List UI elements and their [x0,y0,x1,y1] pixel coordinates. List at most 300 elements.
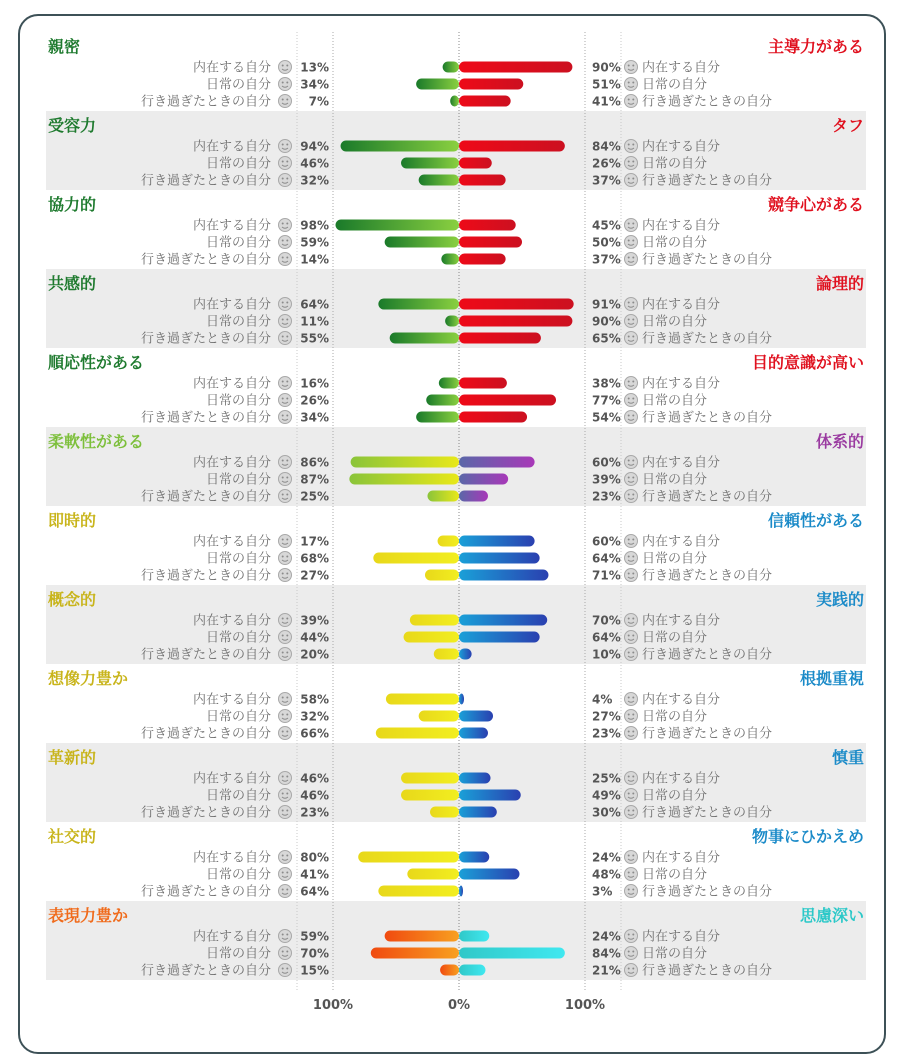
face-icon-eye [628,161,630,163]
left-bar [401,790,459,801]
left-row-label: 行き過ぎたときの自分 [140,963,271,979]
face-icon-eye [282,652,284,654]
right-value-label: 10% [592,647,621,662]
face-icon-circle [625,219,638,232]
left-face-icon [279,377,292,390]
right-row-label: 行き過ぎたときの自分 [642,410,773,426]
face-icon-circle [279,648,292,661]
right-bar [459,773,491,784]
left-value-label: 41% [300,867,329,882]
right-value-label: 4% [592,692,613,707]
face-icon-circle [279,806,292,819]
face-icon-eye [286,178,288,180]
left-value-label: 26% [300,393,329,408]
right-row-label: 行き過ぎたときの自分 [642,331,773,347]
left-value-label: 94% [300,139,329,154]
right-bar [459,299,574,310]
right-face-icon [625,78,638,91]
face-icon-eye [632,968,634,970]
face-icon-circle [625,806,638,819]
right-value-label: 3% [592,884,613,899]
right-value-label: 30% [592,805,621,820]
right-row-label: 内在する自分 [642,60,721,76]
face-icon-eye [286,889,288,891]
face-icon-eye [286,144,288,146]
left-value-label: 44% [300,630,329,645]
face-icon-circle [625,473,638,486]
left-value-label: 87% [300,472,329,487]
face-icon-eye [632,618,634,620]
right-face-icon [625,727,638,740]
face-icon-eye [632,494,634,496]
face-icon-circle [279,473,292,486]
left-face-icon [279,614,292,627]
right-bar [459,649,472,660]
left-row-label: 行き過ぎたときの自分 [140,173,271,189]
right-bar [459,632,540,643]
right-row-label: 日常の自分 [642,314,708,330]
right-row-label: 内在する自分 [642,929,721,945]
left-face-icon [279,552,292,565]
axis-tick-left-100: 100% [312,998,354,1013]
left-face-icon [279,236,292,249]
left-row-label: 内在する自分 [192,771,271,787]
left-trait-label: 柔軟性がある [48,432,145,451]
face-icon-eye [286,618,288,620]
left-bar [419,175,459,186]
right-face-icon [625,219,638,232]
face-icon-eye [282,697,284,699]
left-bar [390,333,459,344]
right-face-icon [625,315,638,328]
right-row-label: 日常の自分 [642,630,708,646]
left-trait-label: 表現力豊か [48,906,129,925]
right-face-icon [625,298,638,311]
left-value-label: 58% [300,692,329,707]
left-value-label: 68% [300,551,329,566]
left-row-label: 行き過ぎたときの自分 [140,331,271,347]
face-icon-eye [632,697,634,699]
face-icon-eye [628,223,630,225]
right-bar [459,457,535,468]
axis-tick-right-100: 100% [564,998,606,1013]
left-face-icon [279,569,292,582]
right-value-label: 45% [592,218,621,233]
left-row-label: 日常の自分 [205,393,271,409]
left-bar [351,457,459,468]
face-icon-circle [625,253,638,266]
face-icon-eye [632,635,634,637]
face-icon-circle [625,174,638,187]
face-icon-eye [282,731,284,733]
face-icon-eye [628,731,630,733]
right-trait-label: 競争心がある [767,195,864,214]
face-icon-circle [625,648,638,661]
left-value-label: 46% [300,788,329,803]
face-icon-circle [279,157,292,170]
face-icon-eye [282,494,284,496]
right-bar [459,378,507,389]
right-bar [459,158,492,169]
left-bar [439,378,459,389]
right-bar [459,694,464,705]
left-face-icon [279,693,292,706]
left-row-label: 行き過ぎたときの自分 [140,252,271,268]
right-bar [459,931,489,942]
face-icon-eye [628,319,630,321]
face-icon-eye [282,381,284,383]
face-icon-circle [625,552,638,565]
right-face-icon [625,140,638,153]
right-value-label: 39% [592,472,621,487]
left-bar [416,412,459,423]
right-row-label: 日常の自分 [642,77,708,93]
left-value-label: 20% [300,647,329,662]
right-face-icon [625,473,638,486]
left-value-label: 23% [300,805,329,820]
face-icon-eye [282,415,284,417]
left-face-icon [279,174,292,187]
right-bar [459,852,489,863]
right-value-label: 60% [592,534,621,549]
right-bar [459,728,488,739]
left-value-label: 11% [300,314,329,329]
left-bar [349,474,459,485]
face-icon-circle [625,964,638,977]
face-icon-eye [282,302,284,304]
face-icon-eye [632,573,634,575]
left-face-icon [279,78,292,91]
left-face-icon [279,631,292,644]
face-icon-circle [625,394,638,407]
left-value-label: 66% [300,726,329,741]
face-icon-eye [632,240,634,242]
face-icon-eye [282,99,284,101]
face-icon-circle [625,789,638,802]
left-face-icon [279,789,292,802]
left-bar [358,852,459,863]
right-row-label: 行き過ぎたときの自分 [642,252,773,268]
left-trait-label: 親密 [48,37,81,56]
face-icon-eye [282,223,284,225]
face-icon-eye [628,257,630,259]
left-row-label: 行き過ぎたときの自分 [140,489,271,505]
face-icon-eye [286,415,288,417]
face-icon-eye [286,494,288,496]
left-trait-label: 概念的 [48,590,97,609]
face-icon-circle [625,332,638,345]
left-value-label: 32% [300,709,329,724]
right-value-label: 50% [592,235,621,250]
right-face-icon [625,631,638,644]
right-row-label: 日常の自分 [642,946,708,962]
left-row-label: 日常の自分 [205,77,271,93]
face-icon-eye [628,573,630,575]
right-row-label: 行き過ぎたときの自分 [642,963,773,979]
left-row-label: 内在する自分 [192,534,271,550]
face-icon-circle [279,95,292,108]
left-bar [419,711,459,722]
left-row-label: 日常の自分 [205,156,271,172]
face-icon-eye [632,731,634,733]
face-icon-eye [286,810,288,812]
face-icon-circle [625,614,638,627]
face-icon-eye [282,161,284,163]
face-icon-eye [628,776,630,778]
face-icon-circle [625,930,638,943]
left-face-icon [279,490,292,503]
face-icon-eye [282,460,284,462]
face-icon-circle [625,693,638,706]
right-bar [459,96,511,107]
face-icon-circle [625,157,638,170]
face-icon-eye [632,178,634,180]
face-icon-circle [625,490,638,503]
face-icon-eye [282,776,284,778]
face-icon-eye [632,810,634,812]
right-trait-label: 目的意識が高い [751,353,864,372]
left-value-label: 59% [300,929,329,944]
face-icon-eye [286,968,288,970]
right-value-label: 91% [592,297,621,312]
left-bar [336,220,459,231]
face-icon-eye [282,336,284,338]
right-bar [459,553,540,564]
right-row-label: 行き過ぎたときの自分 [642,489,773,505]
right-bar [459,412,527,423]
left-value-label: 17% [300,534,329,549]
face-icon-circle [279,490,292,503]
right-row-label: 日常の自分 [642,393,708,409]
face-icon-eye [282,810,284,812]
left-bar [341,141,459,152]
left-row-label: 行き過ぎたときの自分 [140,884,271,900]
face-icon-eye [282,793,284,795]
face-icon-eye [632,257,634,259]
right-row-label: 日常の自分 [642,156,708,172]
face-icon-eye [628,99,630,101]
left-bar [428,491,460,502]
face-icon-circle [279,394,292,407]
right-value-label: 21% [592,963,621,978]
face-icon-eye [628,810,630,812]
right-value-label: 90% [592,314,621,329]
face-icon-circle [279,140,292,153]
right-row-label: 内在する自分 [642,534,721,550]
face-icon-eye [286,65,288,67]
face-icon-eye [628,415,630,417]
face-icon-eye [282,968,284,970]
right-bar [459,570,548,581]
face-icon-circle [625,95,638,108]
axis-tick-zero: 0% [447,998,471,1013]
face-icon-eye [286,635,288,637]
right-row-label: 内在する自分 [642,218,721,234]
right-value-label: 60% [592,455,621,470]
right-face-icon [625,614,638,627]
right-bar [459,536,535,547]
face-icon-eye [286,697,288,699]
face-icon-eye [286,573,288,575]
left-bar [425,570,459,581]
left-face-icon [279,315,292,328]
right-row-label: 内在する自分 [642,139,721,155]
face-icon-eye [286,82,288,84]
left-bar [401,158,459,169]
face-icon-eye [282,573,284,575]
face-icon-eye [286,460,288,462]
left-row-label: 日常の自分 [205,235,271,251]
face-icon-eye [632,889,634,891]
face-icon-circle [625,377,638,390]
right-face-icon [625,648,638,661]
face-icon-eye [632,381,634,383]
left-face-icon [279,947,292,960]
right-face-icon [625,868,638,881]
left-row-label: 日常の自分 [205,709,271,725]
right-face-icon [625,236,638,249]
face-icon-circle [625,710,638,723]
face-icon-eye [286,223,288,225]
face-icon-eye [282,257,284,259]
left-row-label: 行き過ぎたときの自分 [140,94,271,110]
right-row-label: 行き過ぎたときの自分 [642,726,773,742]
face-icon-eye [628,178,630,180]
left-bar [440,965,459,976]
right-face-icon [625,806,638,819]
right-value-label: 84% [592,946,621,961]
right-value-label: 26% [592,156,621,171]
right-row-label: 日常の自分 [642,235,708,251]
face-icon-eye [632,302,634,304]
right-value-label: 27% [592,709,621,724]
right-face-icon [625,693,638,706]
left-row-label: 日常の自分 [205,314,271,330]
right-trait-label: 慎重 [831,748,864,767]
left-face-icon [279,535,292,548]
right-trait-label: タフ [831,116,864,135]
face-icon-circle [625,236,638,249]
face-icon-eye [628,889,630,891]
left-row-label: 行き過ぎたときの自分 [140,410,271,426]
left-bar [401,773,459,784]
face-icon-eye [628,494,630,496]
face-icon-circle [279,552,292,565]
face-icon-eye [282,240,284,242]
face-icon-eye [286,99,288,101]
right-bar [459,254,506,265]
left-trait-label: 即時的 [48,511,97,530]
left-row-label: 内在する自分 [192,376,271,392]
right-bar [459,395,556,406]
face-icon-eye [286,556,288,558]
right-trait-label: 体系的 [815,432,864,451]
face-icon-eye [628,934,630,936]
face-icon-eye [628,539,630,541]
face-icon-circle [279,315,292,328]
left-row-label: 内在する自分 [192,139,271,155]
left-row-label: 内在する自分 [192,613,271,629]
right-value-label: 37% [592,173,621,188]
right-face-icon [625,947,638,960]
face-icon-eye [286,257,288,259]
face-icon-eye [632,398,634,400]
right-face-icon [625,332,638,345]
face-icon-eye [628,65,630,67]
right-row-label: 内在する自分 [642,455,721,471]
face-icon-eye [286,398,288,400]
left-face-icon [279,710,292,723]
right-row-label: 行き過ぎたときの自分 [642,884,773,900]
face-icon-circle [279,569,292,582]
face-icon-eye [632,793,634,795]
face-icon-circle [279,693,292,706]
face-icon-eye [286,240,288,242]
face-icon-eye [632,539,634,541]
left-row-label: 内在する自分 [192,929,271,945]
face-icon-circle [625,78,638,91]
right-face-icon [625,377,638,390]
left-bar [445,316,459,327]
face-icon-eye [632,652,634,654]
face-icon-eye [628,872,630,874]
face-icon-eye [628,697,630,699]
face-icon-eye [286,161,288,163]
face-icon-eye [282,82,284,84]
left-value-label: 64% [300,884,329,899]
right-row-label: 日常の自分 [642,788,708,804]
right-trait-label: 信頼性がある [767,511,864,530]
left-row-label: 内在する自分 [192,850,271,866]
left-trait-label: 社交的 [48,827,97,846]
face-icon-eye [628,714,630,716]
face-icon-circle [279,219,292,232]
right-bar [459,948,565,959]
left-value-label: 98% [300,218,329,233]
face-icon-eye [632,65,634,67]
left-bar [385,931,459,942]
right-trait-label: 物事にひかえめ [751,827,864,846]
left-face-icon [279,806,292,819]
face-icon-eye [632,82,634,84]
right-value-label: 64% [592,551,621,566]
face-icon-eye [286,477,288,479]
face-icon-circle [625,727,638,740]
left-bar [410,615,459,626]
left-value-label: 46% [300,771,329,786]
left-trait-label: 共感的 [48,274,97,293]
left-bar [371,948,459,959]
right-trait-label: 思慮深い [799,906,864,925]
right-row-label: 行き過ぎたときの自分 [642,173,773,189]
face-icon-eye [282,635,284,637]
face-icon-circle [625,569,638,582]
right-value-label: 38% [592,376,621,391]
right-row-label: 行き過ぎたときの自分 [642,805,773,821]
right-face-icon [625,710,638,723]
right-bar [459,62,572,73]
face-icon-circle [279,377,292,390]
face-icon-eye [628,855,630,857]
face-icon-circle [279,332,292,345]
right-value-label: 23% [592,489,621,504]
left-value-label: 15% [300,963,329,978]
left-value-label: 34% [300,410,329,425]
face-icon-eye [282,618,284,620]
right-face-icon [625,930,638,943]
face-icon-eye [628,336,630,338]
left-bar [407,869,459,880]
